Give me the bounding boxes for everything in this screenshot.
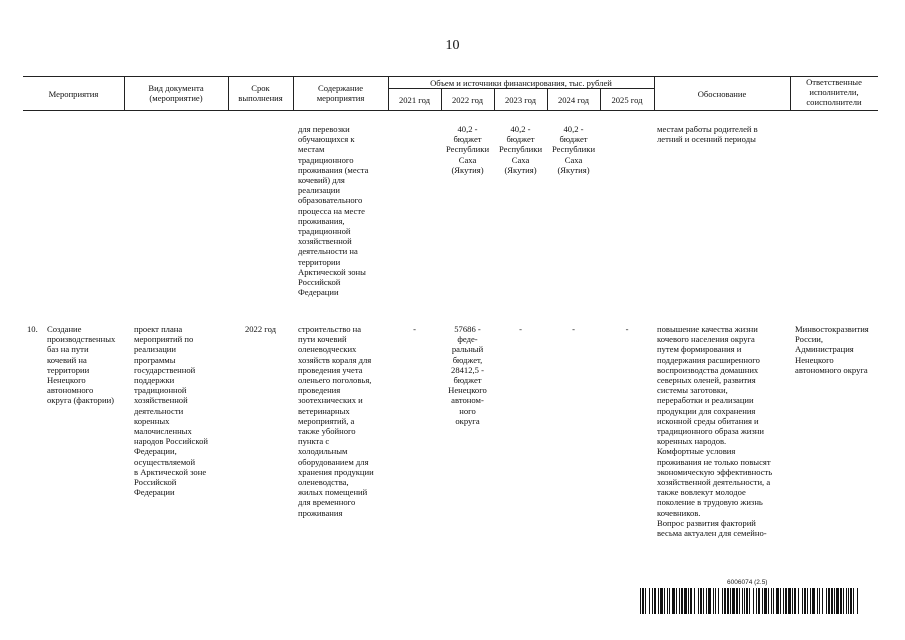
row-content: для перевозки обучающихся к местам традиционного проживания (места кочевий) для реализации образовательного процесса на месте проживания, традиционной хозяйственной деятельности на территории Арктической зоны Российской Федерации	[298, 124, 369, 298]
header-year-2025: 2025 год	[611, 95, 643, 105]
header-year-2021: 2021 год	[398, 95, 431, 105]
header-funding-group: Объем и источники финансирования, тыс. рублей	[430, 78, 612, 88]
row-funding-2024: -	[572, 324, 575, 334]
header-justification: Обоснование	[697, 89, 747, 99]
header-bottom-border	[23, 110, 878, 111]
row-funding-2021: -	[413, 324, 416, 334]
page-number: 10	[445, 38, 460, 53]
row-doc-type: проект плана мероприятий по реализации программы государственной поддержки традиционной хозяйственной деятельности коренных малочисленных народов Российской Федерации, осуществляемой в Арктической зоне Российской Федерации	[134, 324, 208, 498]
row-funding-2023: -	[519, 324, 522, 334]
row-measure: Создание производственных баз на пути кочевий на территории Ненецкого автономного округа (фактории)	[47, 324, 116, 406]
row-funding-2023: 40,2 - бюджет Республики Саха (Якутия)	[498, 124, 543, 175]
row-funding-2025: -	[625, 324, 629, 334]
header-year-2022: 2022 год	[451, 95, 484, 105]
header-responsible: Ответственные исполнители, соисполнители	[806, 77, 862, 108]
header-content: Содержание мероприятия	[316, 83, 365, 104]
header-year-2024: 2024 год	[557, 95, 590, 105]
row-justification: повышение качества жизни кочевого населения округа путем формирования и поддержания расширенного воспроизводства домашних северных оленей, развития системы заготовки, переработки и реализации продукции для сохранения исконной среды обитания и традиционного образа жизни коренных народов. Комфортные условия проживания не только повысят экономическую эффективность хозяйственной деятельности, а также вовлекут молодое поколение в трудовую жизнь кочевников. Вопрос развития факторий весьма актуален для семейно-	[657, 324, 773, 539]
row-funding-2024: 40,2 - бюджет Республики Саха (Якутия)	[551, 124, 596, 175]
row-content: строительство на пути кочевий оленеводческих хозяйств кораля для проведения учета оленьего поголовья, проведения зоотехнических и ветеринарных мероприятий, а также убойного пункта с холодильным оборудованием для хранения продукции оленеводства, жилых помещений для временного проживания	[298, 324, 374, 518]
row-justification: местам работы родителей в летний и осенний периоды	[657, 124, 758, 145]
table-top-border	[23, 76, 878, 77]
header-deadline: Срок выполнения	[238, 83, 283, 104]
row-number: 10.	[27, 324, 38, 334]
row-funding-2022: 57686 - феде- ральный бюджет, 28412,5 - бюджет Ненецкого автоном- ного округа	[448, 324, 487, 426]
header-doc-type: Вид документа (мероприятие)	[148, 83, 204, 104]
row-deadline: 2022 год	[244, 324, 277, 334]
barcode-image	[640, 588, 860, 614]
barcode-number: 6006074 (2.5)	[727, 579, 768, 586]
row-responsible: Минвостокразвития России, Администрация Ненецкого автономного округа	[795, 324, 869, 375]
header-measures: Мероприятия	[48, 89, 99, 99]
row-funding-2022: 40,2 - бюджет Республики Саха (Якутия)	[445, 124, 490, 175]
header-year-2023: 2023 год	[504, 95, 537, 105]
